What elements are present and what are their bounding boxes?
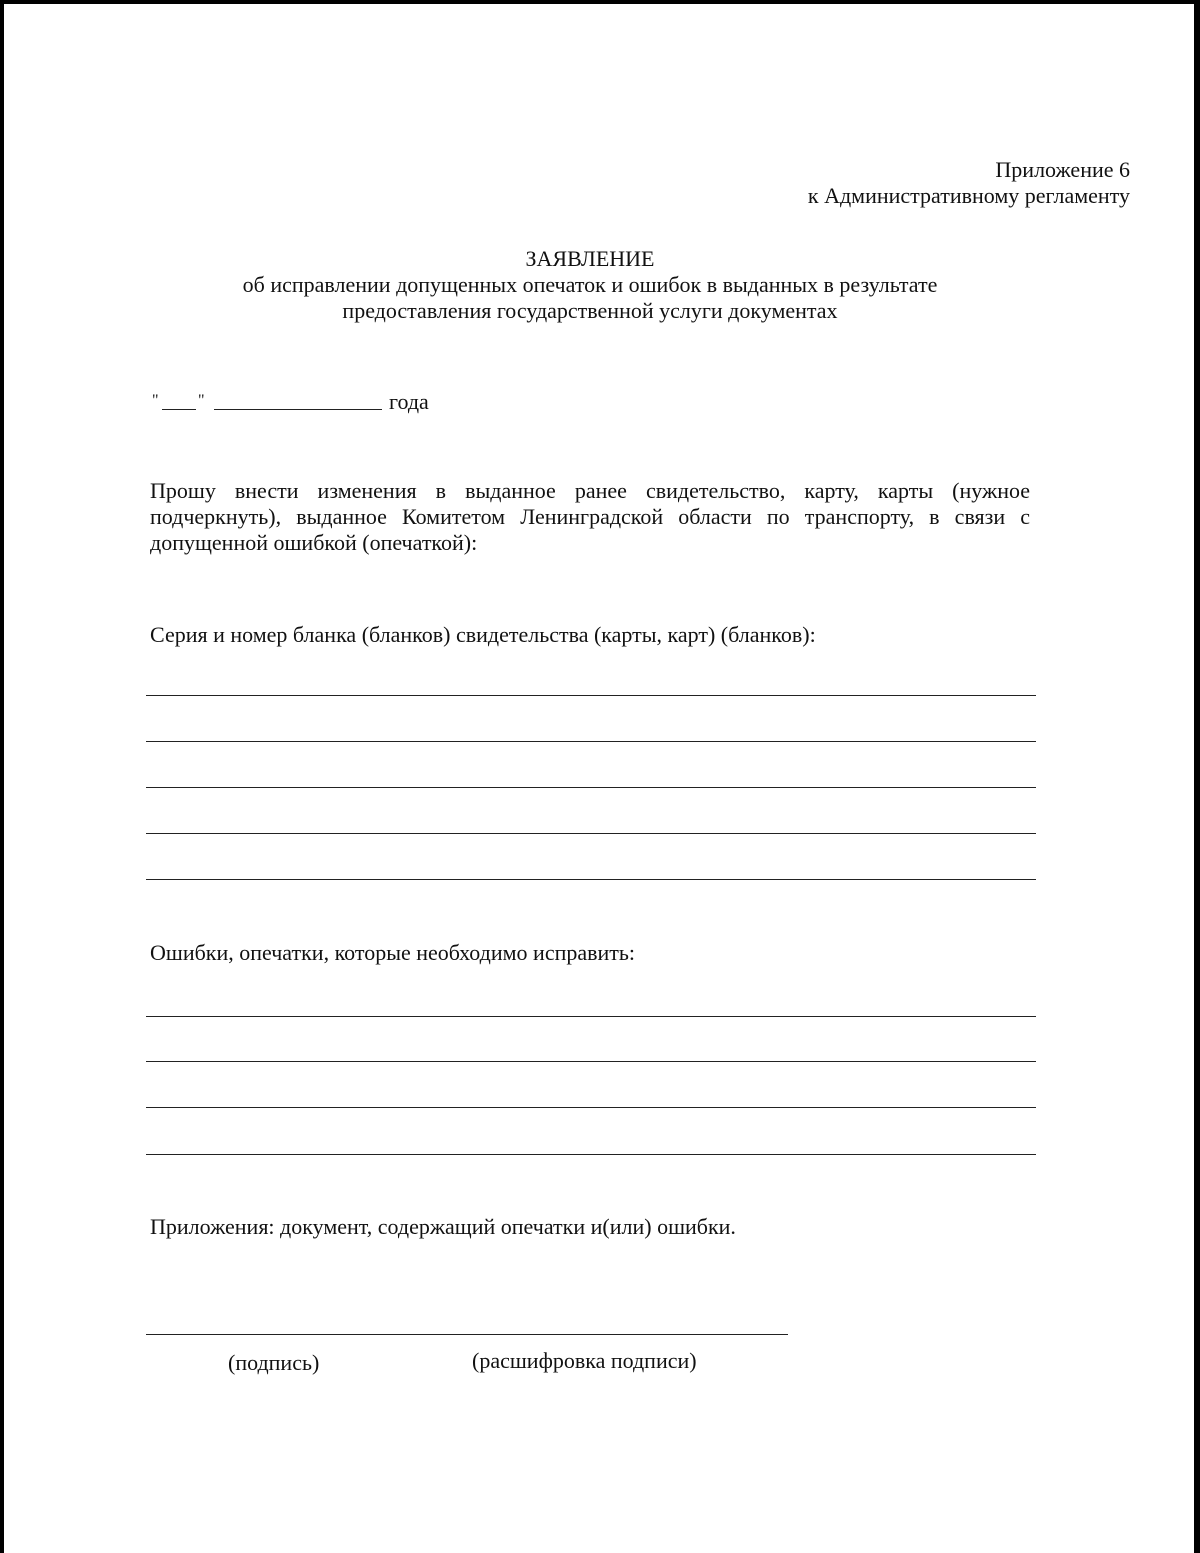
signature-caption: (подпись) [228, 1350, 320, 1375]
errors-field-line-4[interactable] [146, 1154, 1036, 1155]
series-label: Серия и номер бланка (бланков) свидетельства (карты, карт) (бланков): [150, 622, 816, 647]
attachments-label: Приложения: документ, содержащий опечатки и(или) ошибки. [150, 1214, 736, 1239]
errors-field-line-1[interactable] [146, 1016, 1036, 1017]
appendix-number: Приложение 6 [995, 157, 1130, 182]
series-field-line-3[interactable] [146, 787, 1036, 788]
date-quote-open: " [152, 392, 159, 409]
series-field-line-2[interactable] [146, 741, 1036, 742]
series-field-line-5[interactable] [146, 879, 1036, 880]
appendix-regulation: к Административному регламенту [807, 183, 1130, 208]
signature-field-line[interactable] [146, 1334, 788, 1335]
document-title: ЗАЯВЛЕНИЕ [525, 246, 655, 271]
date-month-field[interactable] [214, 409, 382, 410]
date-year-word: года [389, 389, 429, 414]
scan-edge-left [0, 0, 4, 1553]
request-paragraph: Прошу внести изменения в выданное ранее свидетельство, карту, карты (нужное подчеркнуть), выданное Комитетом Ленинградской области по транспорту, в связи с допущенной ошибкой (опечаткой): [150, 478, 1030, 555]
document-subtitle-line-1: об исправлении допущенных опечаток и ошибок в выданных в результате [242, 272, 938, 297]
date-quote-close: " [198, 392, 205, 409]
document-subtitle-line-2: предоставления государственной услуги документах [342, 298, 838, 323]
scan-edge-right [1194, 0, 1200, 1553]
scan-edge-top [0, 0, 1200, 4]
errors-field-line-3[interactable] [146, 1107, 1036, 1108]
signature-decode-caption: (расшифровка подписи) [472, 1348, 697, 1373]
series-field-line-1[interactable] [146, 695, 1036, 696]
date-day-field[interactable] [162, 409, 196, 410]
series-field-line-4[interactable] [146, 833, 1036, 834]
errors-field-line-2[interactable] [146, 1061, 1036, 1062]
errors-label: Ошибки, опечатки, которые необходимо исправить: [150, 940, 636, 965]
